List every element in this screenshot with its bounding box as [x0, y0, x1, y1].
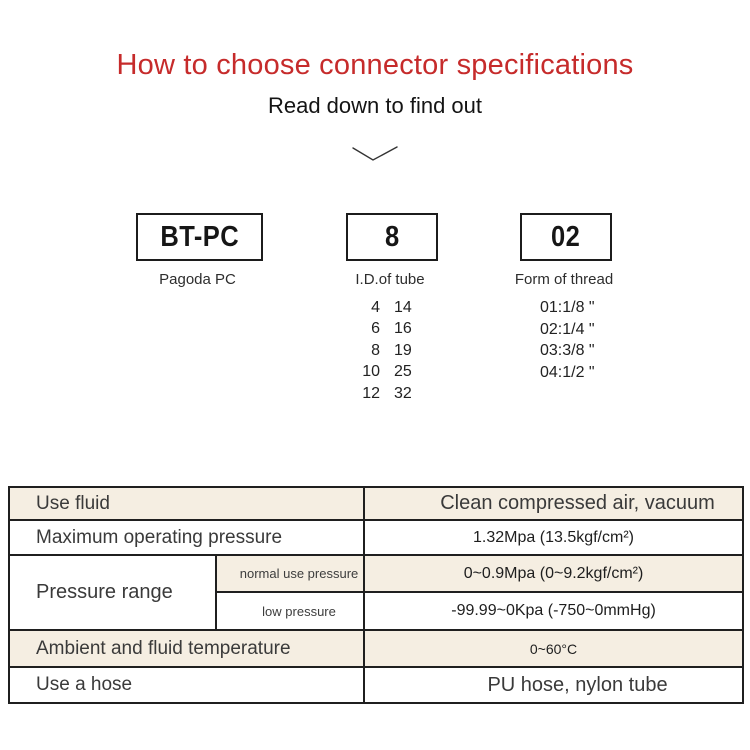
tube-size-large: 32 [394, 384, 412, 402]
thread-option: 03:3/8 " [540, 342, 595, 359]
spec-label-max-pressure: Maximum operating pressure [9, 520, 364, 555]
table-row [9, 520, 743, 555]
thread-form-label: Form of thread [514, 271, 614, 288]
table-row [9, 630, 743, 667]
tube-size-list [352, 297, 412, 405]
spec-value-hose: PU hose, nylon tube [364, 667, 743, 703]
page-subtitle: Read down to find out [267, 93, 483, 118]
tube-size-large: 14 [394, 298, 412, 316]
tube-size-small: 6 [371, 320, 380, 338]
table-row [9, 555, 743, 592]
tube-size-small: 4 [371, 298, 380, 316]
spec-label-use-fluid: Use fluid [9, 487, 364, 520]
model-code-tube-id: 8 [384, 220, 400, 253]
tube-size-row [352, 297, 412, 319]
page-title: How to choose connector specifications [116, 49, 634, 81]
spec-sublabel-low-pressure: low pressure [216, 592, 364, 630]
spec-label-pressure-range: Pressure range [9, 555, 216, 630]
tube-size-large: 25 [394, 363, 412, 381]
table-row [9, 487, 743, 520]
tube-size-large: 16 [394, 320, 412, 338]
spec-label-temperature: Ambient and fluid temperature [9, 630, 364, 667]
series-label: Pagoda PC [159, 271, 236, 288]
spec-sublabel-normal-pressure: normal use pressure [216, 555, 364, 592]
tube-size-row [352, 319, 412, 341]
thread-option: 02:1/4 " [540, 320, 595, 338]
tube-size-row [352, 340, 412, 362]
spec-value-max-pressure: 1.32Mpa (13.5kgf/cm²) [364, 520, 743, 555]
model-code-box-thread [520, 213, 612, 261]
spec-value-low-pressure: -99.99~0Kpa (-750~0mmHg) [364, 592, 743, 630]
tube-size-small: 8 [371, 341, 380, 359]
thread-option: 04:1/2 " [540, 363, 595, 381]
tube-size-row [352, 362, 412, 384]
spec-value-normal-pressure: 0~0.9Mpa (0~9.2kgf/cm²) [364, 555, 743, 592]
model-code-thread: 02 [551, 220, 581, 253]
tube-size-small: 10 [362, 363, 380, 381]
thread-option: 01:1/8 " [540, 299, 595, 316]
spec-table [8, 486, 744, 704]
chevron-down-icon [350, 143, 400, 165]
tube-id-label: I.D.of tube [355, 271, 425, 288]
model-code-series: BT-PC [160, 220, 239, 253]
spec-label-hose: Use a hose [9, 667, 364, 703]
model-code-box-series [136, 213, 263, 261]
tube-size-small: 12 [362, 384, 380, 402]
model-code-box-tube-id [346, 213, 438, 261]
tube-size-large: 19 [394, 341, 412, 359]
spec-value-temperature: 0~60°C [364, 630, 743, 667]
table-row [9, 667, 743, 703]
spec-value-use-fluid: Clean compressed air, vacuum [364, 487, 743, 520]
thread-option-list [540, 297, 595, 383]
tube-size-row [352, 383, 412, 405]
